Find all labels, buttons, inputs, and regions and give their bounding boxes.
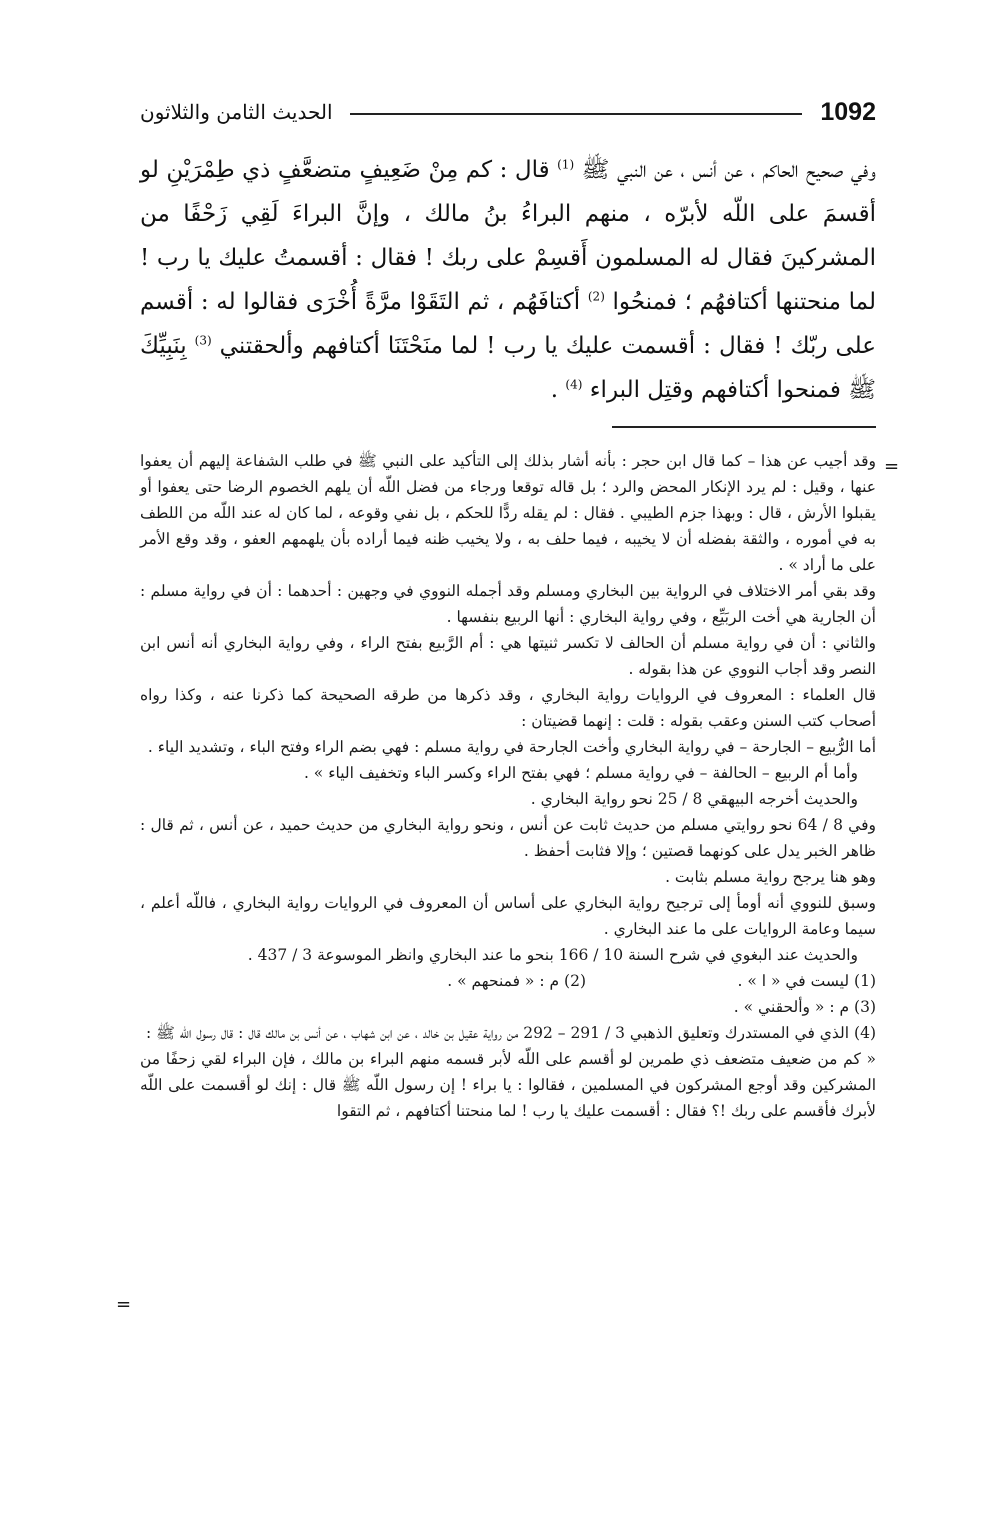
footnote-paragraph: وفي 8 / 64 نحو روايتي مسلم من حديث ثابت عن أنس ، ونحو رواية البخاري من حديث حميد ، عن أنس ، ثم قال : ظاهر الخبر يدل على كونهما قصتين ؛ وإلا فثابت أحفظ . bbox=[140, 816, 876, 860]
footnote-marker-2: (2) bbox=[587, 289, 605, 304]
footnote-marker-3: (3) bbox=[194, 333, 212, 348]
footnote-paragraph: وقد أجيب عن هذا – كما قال ابن حجر : بأنه أشار بذلك إلى التأكيد على النبي ﷺ في طلب الشفاعة إليهم أن يعفوا عنها ، وقيل : لم يرد الإنكار المحض والرد ؛ بل قاله توقعا ورجاء من فضل اللّه أن يلهم الخصوم الرضا حتى يعفوا أو يقبلوا الأرش ، قال : وبهذا جزم الطيبي . فقال : لم يقله ردًّا للحكم ، بل نفي وقوعه ، لما كان له عند اللّه من اللطف به في أموره ، والثقة بفضله أن لا يخيبه ، فيما حلف به ، ولا يخيب ظنه فيما أراده بأن يلهمهم العفو ، وقد وقع الأمر على ما أراد » . bbox=[140, 452, 876, 574]
running-header bbox=[140, 96, 876, 136]
footnote-paragraph: وأما أم الربيع – الحالفة – في رواية مسلم ؛ فهي بفتح الراء وكسر الباء وتخفيف الياء » . bbox=[303, 764, 858, 782]
footnote-separator bbox=[612, 426, 876, 428]
footnote-paragraph: والثاني : أن في رواية مسلم أن الحالف لا تكسر ثنيتها هي : أم الرَّبيع بفتح الراء ، وفي رواية البخاري أنه أنس ابن النصر وقد أجاب النووي عن هذا بقوله . bbox=[140, 634, 876, 678]
continuation-mark-top: = bbox=[884, 456, 900, 477]
footnote-paragraph: قال العلماء : المعروف في الروايات رواية البخاري ، وقد ذكرها من طرقه الصحيحة كما ذكرنا عنه ، وكذا رواه أصحاب كتب السنن وعقب بقوله : قلت : إنهما قضيتان : bbox=[140, 686, 876, 730]
footnote-paragraph: وهو هنا يرجح رواية مسلم بثابت . bbox=[665, 868, 876, 886]
page-number: 1092 bbox=[820, 98, 876, 126]
footnote-2: (2) م : « فمنحهم » . bbox=[447, 972, 586, 990]
footnote-4: (4) الذي في المستدرك وتعليق الذهبي 3 / 291 – 292 من رواية عقيل بن خالد ، عن ابن شهاب ، عن أنس بن مالك قال : قال رسول اللّه ﷺ : bbox=[146, 1024, 876, 1042]
footnote-paragraph: والحديث عند البغوي في شرح السنة 10 / 166 بنحو ما عند البخاري وانظر الموسوعة 3 / 437 . bbox=[247, 946, 858, 964]
footnote-marker-4: (4) bbox=[565, 377, 583, 392]
footnote-3: (3) م : « وألحقني » . bbox=[733, 998, 876, 1016]
footnote-paragraph: والحديث أخرجه البيهقي 8 / 25 نحو رواية البخاري . bbox=[530, 790, 858, 808]
footnote-1: (1) ليست في « ا » . bbox=[737, 972, 876, 990]
continuation-mark-bottom: = bbox=[116, 1294, 132, 1315]
footnote-paragraph: وقد بقي أمر الاختلاف في الرواية بين البخاري ومسلم وقد أجمله النووي في وجهين : أحدهما : أن في رواية مسلم : أن الجارية هي أخت الربَيِّع ، وفي رواية البخاري : أنها الربيع بنفسها . bbox=[140, 582, 876, 626]
hadith-paragraph bbox=[140, 148, 876, 412]
hadith-text-part4: بِنَبِيِّكَ ﷺ فمنحوا أكتافهم وقتِل البراء bbox=[140, 333, 876, 403]
header-rule bbox=[350, 113, 802, 115]
footnote-paragraph: أما الرُّبيع – الجارحة – في رواية البخاري وأخت الجارحة في رواية مسلم : فهي بضم الراء وفتح الباء ، وتشديد الياء . bbox=[147, 738, 876, 756]
footnotes bbox=[140, 448, 876, 1124]
hadith-text-part1: وفي صحيح الحاكم ، عن أنس ، عن النبي ﷺ bbox=[574, 157, 876, 183]
footnote-4-quote: « كم من ضعيف متضعف ذي طمرين لو أقسم على اللّه لأبر قسمه منهم البراء بن مالك ، فإن البراء لقي زحفًا من المشركين وقد أوجع المشركون في المسلمين ، فقالوا : يا براء ! إن رسول اللّه ﷺ قال : إنك لو أقسمت على اللّه لأبرك فأقسم على ربك !؟ فقال : أقسمت عليك يا رب ! لما منحتنا أكتافهم ، ثم التقوا bbox=[140, 1050, 876, 1120]
main-text bbox=[140, 148, 876, 412]
footnote-marker-1: (1) bbox=[557, 157, 575, 172]
hadith-text-part5: . bbox=[550, 377, 566, 403]
footnote-row-1-2 bbox=[140, 968, 876, 994]
footnote-paragraph: وسبق للنووي أنه أومأ إلى ترجيح رواية البخاري على أساس أن المعروف في الروايات رواية البخاري ، فاللّه أعلم ، سيما وعامة الروايات على ما عند البخاري . bbox=[140, 894, 876, 938]
running-title: الحديث الثامن والثلاثون bbox=[140, 100, 333, 124]
hadith-text-part3: أكتافَهُم ، ثم التَقَوْا مرَّةً أُخْرَى فقالوا له : أقسم على ربّك ! فقال : أقسمت عليك يا رب ! لما منَحْتَنَا أكتافهم وألحقتني bbox=[140, 289, 876, 359]
hadith-text-part2: قال : كم مِنْ ضَعِيفٍ متضعَّفٍ ذي طِمْرَيْنِ لو أقسمَ على اللّه لأبرّه ، منهم البراءُ بنُ مالك ، وإنَّ البراءَ لَقِي زَحْفًا من المشركينَ فقال له المسلمون أَقسِمْ على ربك ! فقال : أقسمتُ عليك يا رب ! لما منحتنها أكتافهُم ؛ فمنحُوا bbox=[140, 157, 876, 315]
